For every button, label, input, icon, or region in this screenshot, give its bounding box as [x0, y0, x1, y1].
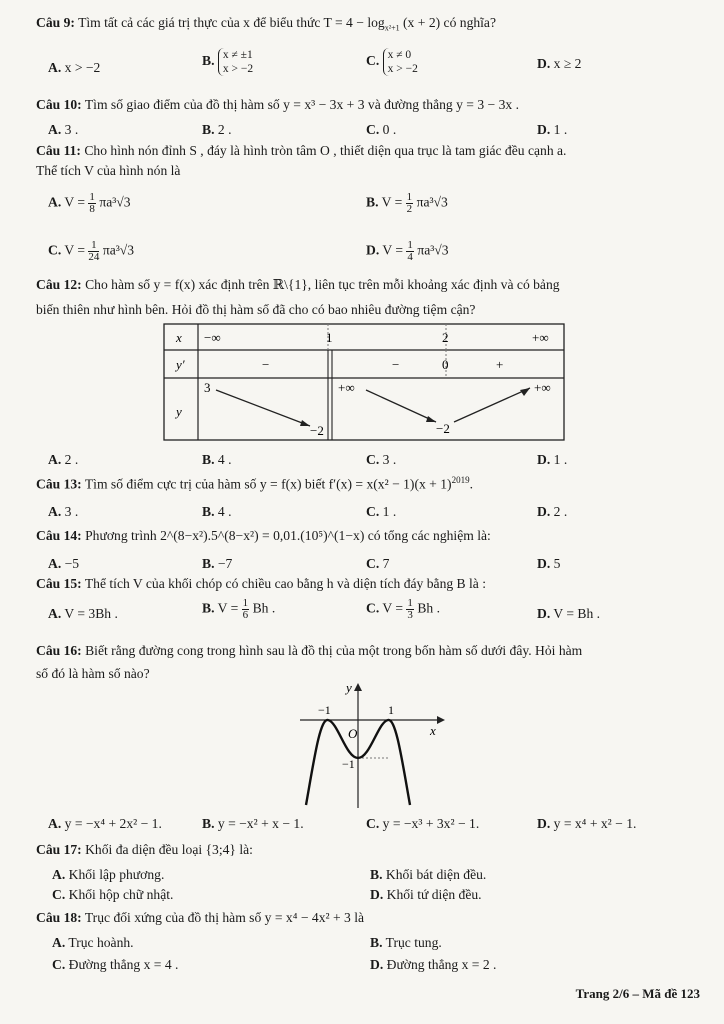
- page-footer: Trang 2/6 – Mã đề 123: [575, 986, 700, 1001]
- q14-option-c[interactable]: [366, 556, 389, 572]
- y-value-m2-a: −2: [310, 423, 324, 438]
- q16-option-a[interactable]: [48, 816, 162, 832]
- q18-option-b[interactable]: [370, 935, 442, 951]
- option-text: V = Bh .: [553, 606, 601, 621]
- option-label: A.: [48, 194, 62, 210]
- q12-option-a[interactable]: [48, 452, 78, 468]
- q16-label: Câu 16:: [36, 643, 82, 658]
- option-text: y = x⁴ + x² − 1.: [553, 816, 637, 831]
- option-label: C.: [52, 957, 66, 972]
- option-label: B.: [202, 556, 215, 571]
- option-text: 3 .: [64, 504, 79, 519]
- q14-stem-text: Phương trình 2^(8−x²).5^(8−x²) = 0,01.(10⁵)^(1−x) có tổng các nghiệm là:: [85, 528, 491, 543]
- graph-origin: O: [348, 726, 358, 741]
- function-graph: [290, 680, 450, 810]
- arrow-head: [426, 416, 436, 422]
- q17-label: Câu 17:: [36, 842, 82, 857]
- option-text: Khối lập phương.: [68, 867, 165, 882]
- graph-x-label: x: [430, 723, 436, 738]
- x-two: 2: [442, 330, 449, 345]
- q12-option-c[interactable]: [366, 452, 396, 468]
- formula-prefix: V =: [382, 242, 404, 258]
- q14-stem: [36, 528, 491, 544]
- denominator: 6: [242, 609, 249, 621]
- q10-stem-text: Tìm số giao điểm của đồ thị hàm số y = x³ − 3x + 3 và đường thẳng y = 3 − 3x .: [84, 97, 520, 112]
- option-label: C.: [366, 816, 380, 831]
- option-label: C.: [366, 122, 380, 137]
- system-line: x > −2: [222, 63, 254, 75]
- formula-rest: πa³√3: [99, 194, 131, 210]
- q9-stem-text: Tìm tất cả các giá trị thực của x để biểu thức T = 4 − log: [78, 15, 385, 30]
- option-text: y = −x⁴ + 2x² − 1.: [64, 816, 162, 831]
- q16-stem-text: Biết rằng đường cong trong hình sau là đồ thị của một trong bốn hàm số dưới đây. Hỏi hàm: [85, 643, 583, 658]
- q15-label: Câu 15:: [36, 576, 82, 591]
- q18-option-a[interactable]: [52, 935, 134, 951]
- q15-option-a[interactable]: [48, 606, 118, 622]
- yprime-label: y′: [176, 357, 185, 372]
- q10-stem: [36, 97, 519, 113]
- q16-option-d[interactable]: [537, 816, 636, 832]
- x-axis-arrow: [437, 716, 445, 724]
- q9-stem-end: (x + 2) có nghĩa?: [403, 15, 497, 30]
- option-label: D.: [370, 957, 384, 972]
- option-text: 2 .: [64, 452, 79, 467]
- q11-option-c[interactable]: [48, 240, 134, 263]
- option-label: D.: [537, 122, 551, 137]
- formula-prefix: V =: [381, 194, 403, 210]
- denominator: 24: [88, 251, 100, 263]
- option-text: x > −2: [64, 60, 101, 75]
- system-line: x ≠ ±1: [222, 49, 253, 61]
- option-label: C.: [366, 504, 380, 519]
- option-text: Khối hộp chữ nhật.: [68, 887, 174, 902]
- graph-xtick-1: 1: [388, 703, 394, 717]
- q13-option-a[interactable]: [48, 504, 78, 520]
- graph-xtick-m1: −1: [318, 703, 331, 717]
- option-text: −5: [64, 556, 80, 571]
- formula-prefix: V =: [64, 242, 86, 258]
- q18-label: Câu 18:: [36, 910, 82, 925]
- q12-label: Câu 12:: [36, 277, 82, 292]
- q13-option-b[interactable]: [202, 504, 231, 520]
- option-label: A.: [48, 606, 62, 621]
- option-text: x ≥ 2: [553, 56, 582, 71]
- arrow-head: [520, 388, 530, 396]
- system-brace: [218, 48, 253, 76]
- q9-label: Câu 9:: [36, 15, 75, 30]
- q15-stem-text: Thể tích V của khối chóp có chiều cao bằng h và diện tích đáy bằng B là :: [84, 576, 487, 591]
- x-neg-inf: −∞: [204, 330, 221, 345]
- option-text: y = −x² + x − 1.: [217, 816, 304, 831]
- arrow-head: [300, 420, 310, 426]
- q9-option-c[interactable]: [366, 48, 418, 76]
- y-value-pinf-2: +∞: [534, 380, 551, 395]
- formula-rest: πa³√3: [416, 194, 448, 210]
- option-text: −7: [217, 556, 233, 571]
- option-label: B.: [202, 122, 215, 137]
- y-value-pinf-1: +∞: [338, 380, 355, 395]
- formula-prefix: V =: [217, 600, 239, 616]
- numerator: 1: [88, 240, 99, 252]
- q17-option-d[interactable]: [370, 887, 482, 903]
- option-label: A.: [52, 935, 66, 950]
- q12-stem-text: Cho hàm số y = f(x) xác định trên ℝ\{1}, liên tục trên mỗi khoảng xác định và có bảng: [85, 277, 560, 292]
- option-label: B.: [202, 53, 215, 69]
- option-text: 1 .: [553, 452, 568, 467]
- fraction: [242, 598, 250, 621]
- formula-rest: πa³√3: [417, 242, 449, 258]
- formula-prefix: V =: [382, 600, 404, 616]
- option-label: C.: [366, 452, 380, 467]
- option-label: D.: [537, 606, 551, 621]
- q17-option-c[interactable]: [52, 887, 173, 903]
- option-label: C.: [366, 600, 380, 616]
- q12-option-b[interactable]: [202, 452, 231, 468]
- formula-rest: πa³√3: [102, 242, 135, 258]
- option-text: 4 .: [217, 504, 232, 519]
- numerator: 1: [407, 239, 413, 251]
- option-label: D.: [366, 242, 380, 258]
- q11-stem-text: Cho hình nón đỉnh S , đáy là hình tròn tâm O , thiết diện qua trục là tam giác đều cạnh a.: [84, 143, 567, 158]
- y-axis-arrow: [354, 683, 362, 691]
- option-text: 4 .: [217, 452, 232, 467]
- q18-stem-text: Trục đối xứng của đồ thị hàm số y = x⁴ − 4x² + 3 là: [84, 910, 365, 925]
- q10-option-b[interactable]: [202, 122, 231, 138]
- q10-label: Câu 10:: [36, 97, 82, 112]
- q18-option-c[interactable]: [52, 957, 178, 973]
- q13-option-c[interactable]: [366, 504, 396, 520]
- option-label: A.: [48, 60, 62, 75]
- q18-stem: [36, 910, 364, 926]
- fraction: [88, 240, 99, 263]
- option-text: 2 .: [553, 504, 568, 519]
- option-label: A.: [48, 452, 62, 467]
- numerator: 1: [407, 597, 413, 609]
- q10-option-a[interactable]: [48, 122, 78, 138]
- option-label: B.: [202, 816, 215, 831]
- option-label: C.: [366, 53, 380, 69]
- option-label: B.: [202, 600, 215, 616]
- q9-option-d[interactable]: [537, 56, 581, 72]
- q16-option-b[interactable]: [202, 816, 304, 832]
- zero-mark: 0: [442, 357, 449, 372]
- numerator: 1: [406, 191, 413, 203]
- fraction: [406, 598, 414, 621]
- y-value-m2-b: −2: [436, 421, 450, 436]
- option-text: Khối tứ diện đều.: [386, 887, 482, 902]
- q13-stem: [36, 475, 473, 493]
- q17-option-b[interactable]: [370, 867, 486, 883]
- q13-exponent: 2019: [451, 475, 470, 485]
- q17-stem: [36, 842, 253, 858]
- q14-option-b[interactable]: [202, 556, 232, 572]
- sign-minus-1: −: [262, 357, 270, 372]
- q15-option-b[interactable]: [202, 598, 275, 621]
- q11-option-b[interactable]: [366, 192, 448, 215]
- q9-stem-sub: x²+1: [384, 23, 400, 33]
- q17-option-a[interactable]: [52, 867, 164, 883]
- option-text: 3 .: [64, 122, 79, 137]
- q11-option-a[interactable]: [48, 192, 131, 215]
- q16-stem: [36, 643, 582, 659]
- q16-option-c[interactable]: [366, 816, 479, 832]
- q14-label: Câu 14:: [36, 528, 82, 543]
- option-label: B.: [370, 935, 383, 950]
- option-label: D.: [537, 556, 551, 571]
- denominator: 3: [407, 609, 413, 621]
- numerator: 1: [89, 191, 95, 203]
- option-label: A.: [48, 504, 62, 519]
- x-label: x: [176, 330, 182, 345]
- system-brace: [383, 48, 418, 76]
- option-text: Trục hoành.: [68, 935, 134, 950]
- q12-option-d[interactable]: [537, 452, 567, 468]
- option-label: C.: [366, 556, 380, 571]
- q13-label: Câu 13:: [36, 476, 82, 492]
- graph-ytick-m1: −1: [342, 757, 355, 771]
- y-label: y: [176, 404, 182, 419]
- q12-stem: [36, 277, 560, 293]
- option-text: 0 .: [382, 122, 397, 137]
- option-label: C.: [52, 887, 66, 902]
- option-label: D.: [370, 887, 384, 902]
- option-label: A.: [52, 867, 66, 882]
- denominator: 2: [406, 203, 413, 215]
- option-label: A.: [48, 816, 62, 831]
- denominator: 4: [407, 251, 413, 263]
- option-label: D.: [537, 56, 551, 71]
- sign-plus: +: [496, 357, 504, 372]
- option-label: A.: [48, 122, 62, 137]
- formula-rest: Bh .: [252, 600, 276, 616]
- formula-rest: Bh .: [417, 600, 440, 616]
- numerator: 1: [242, 597, 249, 609]
- q14-option-a[interactable]: [48, 556, 79, 572]
- option-text: 2 .: [217, 122, 232, 137]
- q9-option-b[interactable]: [202, 48, 253, 76]
- q15-option-c[interactable]: [366, 598, 440, 621]
- option-label: D.: [537, 816, 551, 831]
- y-value-3: 3: [204, 380, 211, 395]
- option-text: Khối bát diện đều.: [385, 867, 487, 882]
- formula-prefix: V =: [64, 194, 86, 210]
- q11-label: Câu 11:: [36, 143, 81, 158]
- option-text: Đường thẳng x = 4 .: [68, 957, 179, 972]
- option-label: B.: [366, 194, 379, 210]
- q14-option-d[interactable]: [537, 556, 560, 572]
- option-label: C.: [48, 242, 62, 258]
- q13-stem-text: Tìm số điểm cực trị của hàm số y = f(x) biết f′(x) = x(x² − 1)(x + 1): [84, 476, 452, 492]
- x-one: 1: [326, 330, 333, 345]
- table-frame: [164, 324, 564, 440]
- option-label: B.: [202, 452, 215, 467]
- option-text: 1 .: [553, 122, 568, 137]
- q13-stem-end: .: [469, 476, 473, 492]
- option-text: 3 .: [382, 452, 397, 467]
- option-text: y = −x³ + 3x² − 1.: [382, 816, 480, 831]
- sign-minus-2: −: [392, 357, 400, 372]
- q16-stem-line2: số đó là hàm số nào?: [36, 666, 150, 681]
- option-label: D.: [537, 452, 551, 467]
- x-pos-inf: +∞: [532, 330, 549, 345]
- q11-option-d[interactable]: [366, 240, 449, 263]
- denominator: 8: [89, 203, 95, 215]
- q9-option-a[interactable]: [48, 60, 100, 76]
- q10-option-d[interactable]: [537, 122, 567, 138]
- option-label: D.: [537, 504, 551, 519]
- q11-stem: [36, 143, 566, 159]
- option-label: B.: [202, 504, 215, 519]
- option-text: 1 .: [382, 504, 397, 519]
- fraction: [406, 240, 414, 263]
- system-line: x > −2: [387, 63, 418, 75]
- arrow-down-1: [216, 390, 310, 426]
- q15-option-d[interactable]: [537, 606, 600, 622]
- q10-option-c[interactable]: [366, 122, 396, 138]
- q12-stem-line2: biến thiên như hình bên. Hỏi đồ thị hàm số đã cho có bao nhiêu đường tiệm cận?: [36, 302, 476, 317]
- q15-stem: [36, 576, 486, 592]
- arrow-down-2: [366, 390, 436, 422]
- option-text: V = 3Bh .: [64, 606, 118, 621]
- q11-stem-line2: Thể tích V của hình nón là: [36, 163, 181, 178]
- fraction: [88, 192, 96, 215]
- option-text: 5: [553, 556, 561, 571]
- q18-option-d[interactable]: [370, 957, 496, 973]
- option-label: B.: [370, 867, 383, 882]
- q13-option-d[interactable]: [537, 504, 567, 520]
- q17-stem-text: Khối đa diện đều loại {3;4} là:: [85, 842, 253, 857]
- arrow-up: [454, 388, 530, 422]
- option-text: Trục tung.: [385, 935, 442, 950]
- variation-table: [160, 322, 570, 444]
- option-label: A.: [48, 556, 62, 571]
- option-text: 7: [382, 556, 390, 571]
- graph-y-label: y: [346, 680, 352, 695]
- system-line: x ≠ 0: [387, 49, 412, 61]
- option-text: Đường thẳng x = 2 .: [386, 957, 497, 972]
- fraction: [406, 192, 414, 215]
- q9-stem: [36, 15, 496, 33]
